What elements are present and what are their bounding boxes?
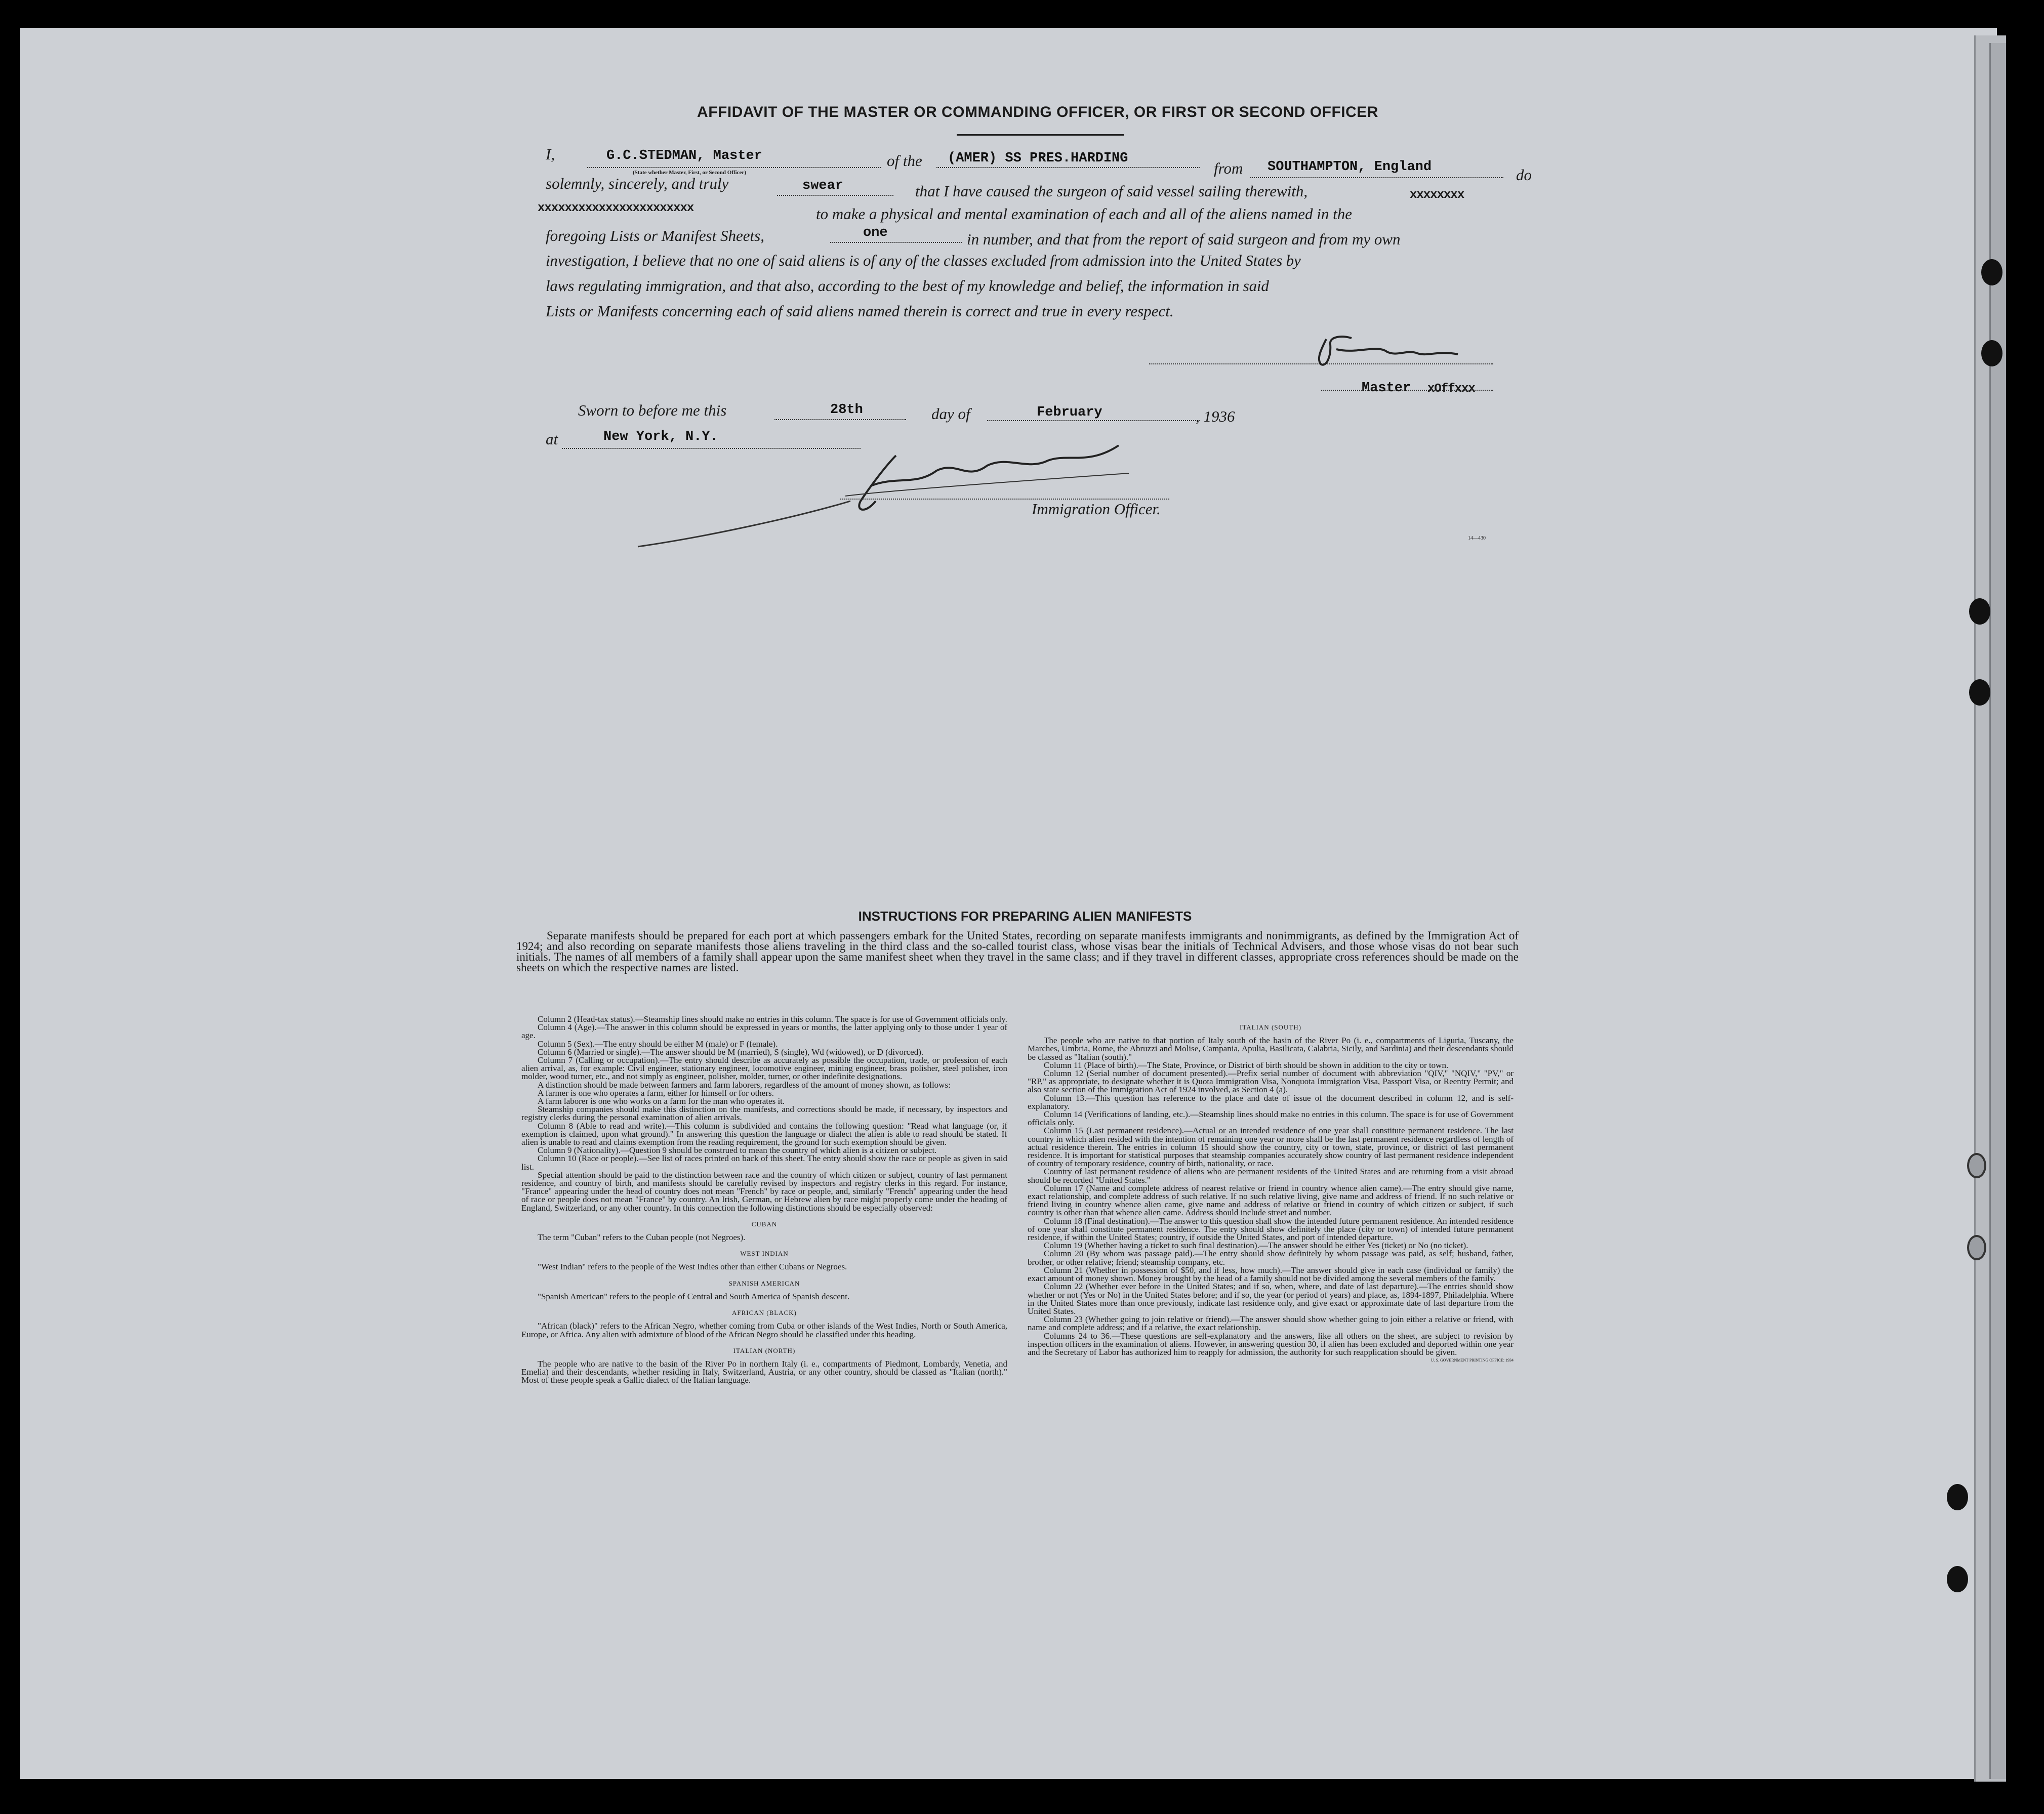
fill-line xyxy=(587,167,881,168)
sworn-month: February xyxy=(1037,405,1102,420)
oath-word: swear xyxy=(802,178,844,193)
instruction-paragraph: "African (black)" refers to the African Negro, whether coming from Cuba or other islands of the West Indies, North or South America, Europe, or Africa. Any alien with admixture of blood of the African Negro should be classified under this heading. xyxy=(521,1321,1007,1339)
section-heading: WEST INDIAN xyxy=(740,1250,789,1258)
binder-hole xyxy=(1981,340,2002,366)
signer-title: Master xyxy=(1362,381,1411,396)
affidavit-text: Lists or Manifests concerning each of said aliens named therein is correct and true in every respect. xyxy=(546,302,1174,320)
binder-hole xyxy=(1981,259,2002,285)
affidavit-text: that I have caused the surgeon of said vessel sailing therewith, xyxy=(915,182,1308,200)
page-edge-back xyxy=(1989,43,2006,1779)
instruction-paragraph: Column 21 (Whether in possession of $50, and if less, how much).—The answer should give in each case (individual or family) the exact amount of money shown. Money brought by the head of a family should not be divided among the several members of the family. xyxy=(1028,1265,1514,1284)
instruction-paragraph: Column 11 (Place of birth).—The State, Province, or District of birth should be shown in addition to the city or town. xyxy=(1044,1060,1449,1070)
instruction-paragraph: Column 9 (Nationality).—Question 9 should be construed to mean the country of which alien is a citizen or subject. xyxy=(538,1145,937,1156)
sworn-place: New York, N.Y. xyxy=(603,429,718,444)
instruction-paragraph: Column 4 (Age).—The answer in this column should be expressed in years or months, the latter applying only to those under 1 year of age. xyxy=(521,1022,1007,1041)
binder-hole xyxy=(1967,1235,1986,1260)
master-signature xyxy=(1311,329,1473,369)
affidavit-text: from xyxy=(1214,159,1243,177)
sworn-text: at xyxy=(546,430,558,448)
instruction-paragraph: The people who are native to the basin of the River Po in northern Italy (i. e., compartments of Piedmont, Lombardy, Venetia, and Emelia) and their descendants, whether residing in Italy, Switzerland, Austria, or any other country, should be classed as "Italian (north)." Most of these people speak a Gallic dialect of the Italian language. xyxy=(521,1358,1007,1385)
printer-footnote: U. S. GOVERNMENT PRINTING OFFICE: 1934 xyxy=(1430,1358,1514,1363)
instruction-paragraph: Column 6 (Married or single).—The answer should be M (married), S (single), Wd (widowed), or D (divorced). xyxy=(538,1047,924,1057)
vessel-name: (AMER) SS PRES.HARDING xyxy=(948,151,1128,166)
instruction-paragraph: Column 13.—This question has reference to the place and date of issue of the document described in column 12, and is self-explanatory. xyxy=(1028,1093,1514,1111)
affidavit-text: laws regulating immigration, and that also, according to the best of my knowledge and belief, the information in said xyxy=(546,277,1269,295)
affidavit-text: foregoing Lists or Manifest Sheets, xyxy=(546,227,764,244)
sworn-day: 28th xyxy=(830,402,863,418)
affidavit-text: I, xyxy=(546,145,555,163)
instruction-paragraph: Column 20 (By whom was passage paid).—The entry should show definitely by whom passage was paid, as self; husband, father, brother, or other relative; friend; steamship company, etc. xyxy=(1028,1249,1514,1267)
instruction-paragraph: A distinction should be made between farmers and farm laborers, regardless of the amount of money shown, as follows: xyxy=(538,1080,951,1090)
instructions-right-column xyxy=(1028,1015,1514,1365)
struck-text: xxxxxxxx xyxy=(1410,188,1464,202)
instructions-intro: Separate manifests should be prepared for each port at which passengers embark for the United States, recording on separate manifests immigrants and nonimmigrants, as defined by the Immigration Act of 1924; and also recording on separate manifests those aliens traveling in the third class and the so-called tourist class, whose visas bear the initials of Technical Advisers, and those whose visas do not bear such initials. The names of all members of a family shall appear upon the same manifest sheet when they travel in the same class; and if they travel in different classes, appropriate cross references should be made on the sheets on which the respective names are listed. xyxy=(516,929,1519,974)
section-heading: ITALIAN (NORTH) xyxy=(733,1346,796,1354)
instruction-paragraph: The people who are native to that portion of Italy south of the basin of the River Po (i. e., compartments of Liguria, Tuscany, the Marches, Umbria, Rome, the Abruzzi and Molise, Campania, Apulia, Basilicata, Calabria, Sicily, and Sardinia) and their descendants should be classed as "Italian (south)." xyxy=(1028,1036,1514,1062)
instruction-paragraph: Column 5 (Sex).—The entry should be either M (male) or F (female). xyxy=(538,1039,778,1049)
instruction-paragraph: Column 8 (Able to read and write).—This column is subdivided and contains the following question: "Read what language (or, if exemption is claimed, upon what ground)." In answering this question the language or dialect the alien is able to read should be stated. If alien is unable to read and claims exemption from the reading requirement, the ground for such exemption should be given. xyxy=(521,1121,1007,1147)
sworn-year: , 1936 xyxy=(1196,407,1235,425)
struck-text: xxxxxxxxxxxxxxxxxxxxxxx xyxy=(538,201,694,215)
fill-line xyxy=(936,167,1200,168)
affidavit-text: solemnly, sincerely, and truly xyxy=(546,175,729,192)
affidavit-text: of the xyxy=(887,152,922,170)
instruction-paragraph: Column 2 (Head-tax status).—Steamship lines should make no entries in this column. The space is for use of Government officials only. xyxy=(538,1014,1007,1024)
instructions-title: INSTRUCTIONS FOR PREPARING ALIEN MANIFESTS xyxy=(858,909,1192,924)
section-heading: CUBAN xyxy=(751,1220,778,1228)
name-caption: (State whether Master, First, or Second Officer) xyxy=(633,170,747,176)
binder-hole xyxy=(1969,679,1990,706)
section-heading: ITALIAN (SOUTH) xyxy=(1240,1023,1301,1031)
instruction-paragraph: Column 12 (Serial number of document presented).—Prefix serial number of document with abbreviation "QIV," "NQIV," "PV," or "RP," as appropriate, to designate whether it is Quota Immigration Visa, Nonquota Immigration Visa, Passport Visa, or Reentry Permit; and also state section of the Immigration Act of 1924 involved, as Section 4 (a). xyxy=(1028,1068,1514,1095)
instruction-paragraph: Column 17 (Name and complete address of nearest relative or friend in country whence alien came).—The entry should give name, exact relationship, and complete address of such relative. If no such relative living, give name and address of friend. If no such relative or friend living in country whence alien came, give name and address of relative or friend in country of which citizen or subject, if such country is other than that whence alien came. Address should include street and number. xyxy=(1028,1183,1514,1218)
instruction-paragraph: Columns 24 to 36.—These questions are self-explanatory and the answers, like all others on the sheet, are subject to revision by inspection officers in the examination of aliens. However, in answering question 30, if alien has been excluded and deported within one year and the Secretary of Labor has authorized him to reapply for admission, the authority for such reapplication should be given. xyxy=(1028,1331,1514,1357)
affidavit-text: do xyxy=(1516,166,1532,184)
immigration-officer-signature xyxy=(633,425,1220,552)
instruction-paragraph: A farmer is one who operates a farm, either for himself or for others. xyxy=(538,1088,774,1098)
binder-hole xyxy=(1947,1566,1968,1592)
fill-line xyxy=(774,419,906,420)
title-rule xyxy=(957,134,1124,136)
section-heading: AFRICAN (BLACK) xyxy=(731,1309,797,1317)
instruction-paragraph: Column 7 (Calling or occupation).—The entry should describe as accurately as possible the occupation, trade, or profession of each alien arrival, as, for example: Civil engineer, stationary engineer, locomotive engineer, mining engineer, brass polisher, steel polisher, iron molder, wood turner, etc., and not simply as engineer, polisher, molder, turner, or other indefinite designations. xyxy=(521,1055,1007,1082)
sworn-text: Sworn to before me this xyxy=(578,401,727,419)
instruction-paragraph: Steamship companies should make this distinction on the manifests, and corrections should be made, if necessary, by inspectors and registry clerks during the personal examination of alien arrivals. xyxy=(521,1104,1007,1123)
instruction-paragraph: "Spanish American" refers to the people of Central and South America of Spanish descent. xyxy=(538,1291,850,1301)
instruction-paragraph: Column 23 (Whether going to join relative or friend).—The answer should show whether going to join either a relative or friend, with name and complete address; and if a relative, the exact relationship. xyxy=(1028,1314,1514,1333)
sworn-text: day of xyxy=(931,405,970,423)
instruction-paragraph: Column 10 (Race or people).—See list of races printed on back of this sheet. The entry should show the race or people as given in said list. xyxy=(521,1153,1007,1172)
fill-line xyxy=(777,195,893,196)
officer-line xyxy=(840,499,1169,500)
instruction-paragraph: Column 14 (Verifications of landing, etc.).—Steamship lines should make no entries in this column. The space is for use of Government officials only. xyxy=(1028,1109,1514,1128)
fill-line xyxy=(987,420,1200,421)
instruction-paragraph: A farm laborer is one who works on a farm for the man who operates it. xyxy=(538,1096,785,1106)
struck-text: xOffxxx xyxy=(1427,382,1475,396)
affidavit-text: in number, and that from the report of said surgeon and from my own xyxy=(967,230,1401,248)
instruction-paragraph: Column 18 (Final destination).—The answer to this question shall show the intended future permanent residence. An intended residence of one year shall constitute permanent residence. The entry should show definitely the place (city or town) of intended future permanent residence, if within the United States; country, if outside the United States, and port of intended departure. xyxy=(1028,1216,1514,1243)
fill-line xyxy=(830,242,962,243)
form-number: 14—430 xyxy=(1468,535,1486,541)
instructions-left-column xyxy=(521,1015,1007,1385)
master-name: G.C.STEDMAN, Master xyxy=(606,148,762,163)
binder-hole xyxy=(1947,1484,1968,1510)
affidavit-title: AFFIDAVIT OF THE MASTER OR COMMANDING OFFICER, OR FIRST OR SECOND OFFICER xyxy=(697,104,1378,120)
instruction-paragraph: Country of last permanent residence of aliens who are permanent residents of the United States and are returning from a visit abroad should be recorded "United States." xyxy=(1028,1167,1514,1185)
sheet-count: one xyxy=(863,225,888,240)
affidavit-text: investigation, I believe that no one of said aliens is of any of the classes excluded from admission into the United States by xyxy=(546,252,1301,269)
instruction-paragraph: Column 15 (Last permanent residence).—Actual or an intended residence of one year shall constitute permanent residence. The last country in which alien resided with the intention of remaining one year or more shall be the last permanent residence regardless of length of actual residence therein. The entries in column 15 should show the country, city or town, state, province, or district of last permanent residence. It is important for statistical purposes that steamship companies accurately show country of last permanent residence independent of country of temporary residence, country of birth, nationality, or race. xyxy=(1028,1126,1514,1169)
departure-port: SOUTHAMPTON, England xyxy=(1268,159,1432,175)
affidavit-text: to make a physical and mental examination of each and all of the aliens named in the xyxy=(816,205,1352,223)
instruction-paragraph: Special attention should be paid to the distinction between race and the country of which citizen or subject, country of last permanent residence, and country of birth, and manifests should be carefully revised by inspectors and registry clerks in this regard. For instance, "France" appearing under the head of country does not mean "French" by race or people, and, similarly "French" appearing under the head of race or people does not mean "France" by country. An Irish, German, or Hebrew alien by race might properly come under the heading of England, Switzerland, or any other country. In this connection the following distinctions should be especially observed: xyxy=(521,1170,1007,1213)
instruction-paragraph: "West Indian" refers to the people of the West Indies other than either Cubans or Negroes. xyxy=(538,1262,847,1272)
instruction-paragraph: Column 19 (Whether having a ticket to such final destination).—The answer should be either Yes (ticket) or No (no ticket). xyxy=(1044,1241,1468,1251)
instruction-paragraph: The term "Cuban" refers to the Cuban people (not Negroes). xyxy=(538,1232,746,1243)
fill-line xyxy=(1250,177,1503,178)
binder-hole xyxy=(1967,1153,1986,1178)
instruction-paragraph: Column 22 (Whether ever before in the United States; and if so, when, where, and date of last departure).—The entries should show whether or not (Yes or No) in the United States before; and if so, the year (or period of years) and place, as, 1894-1897, Philadelphia. Where in the United States more than once previously, indicate last residence only, and give exact or approximate date of last departure from the United States. xyxy=(1028,1282,1514,1316)
binder-hole xyxy=(1969,598,1990,625)
officer-caption: Immigration Officer. xyxy=(1032,500,1161,518)
section-heading: SPANISH AMERICAN xyxy=(728,1279,800,1287)
